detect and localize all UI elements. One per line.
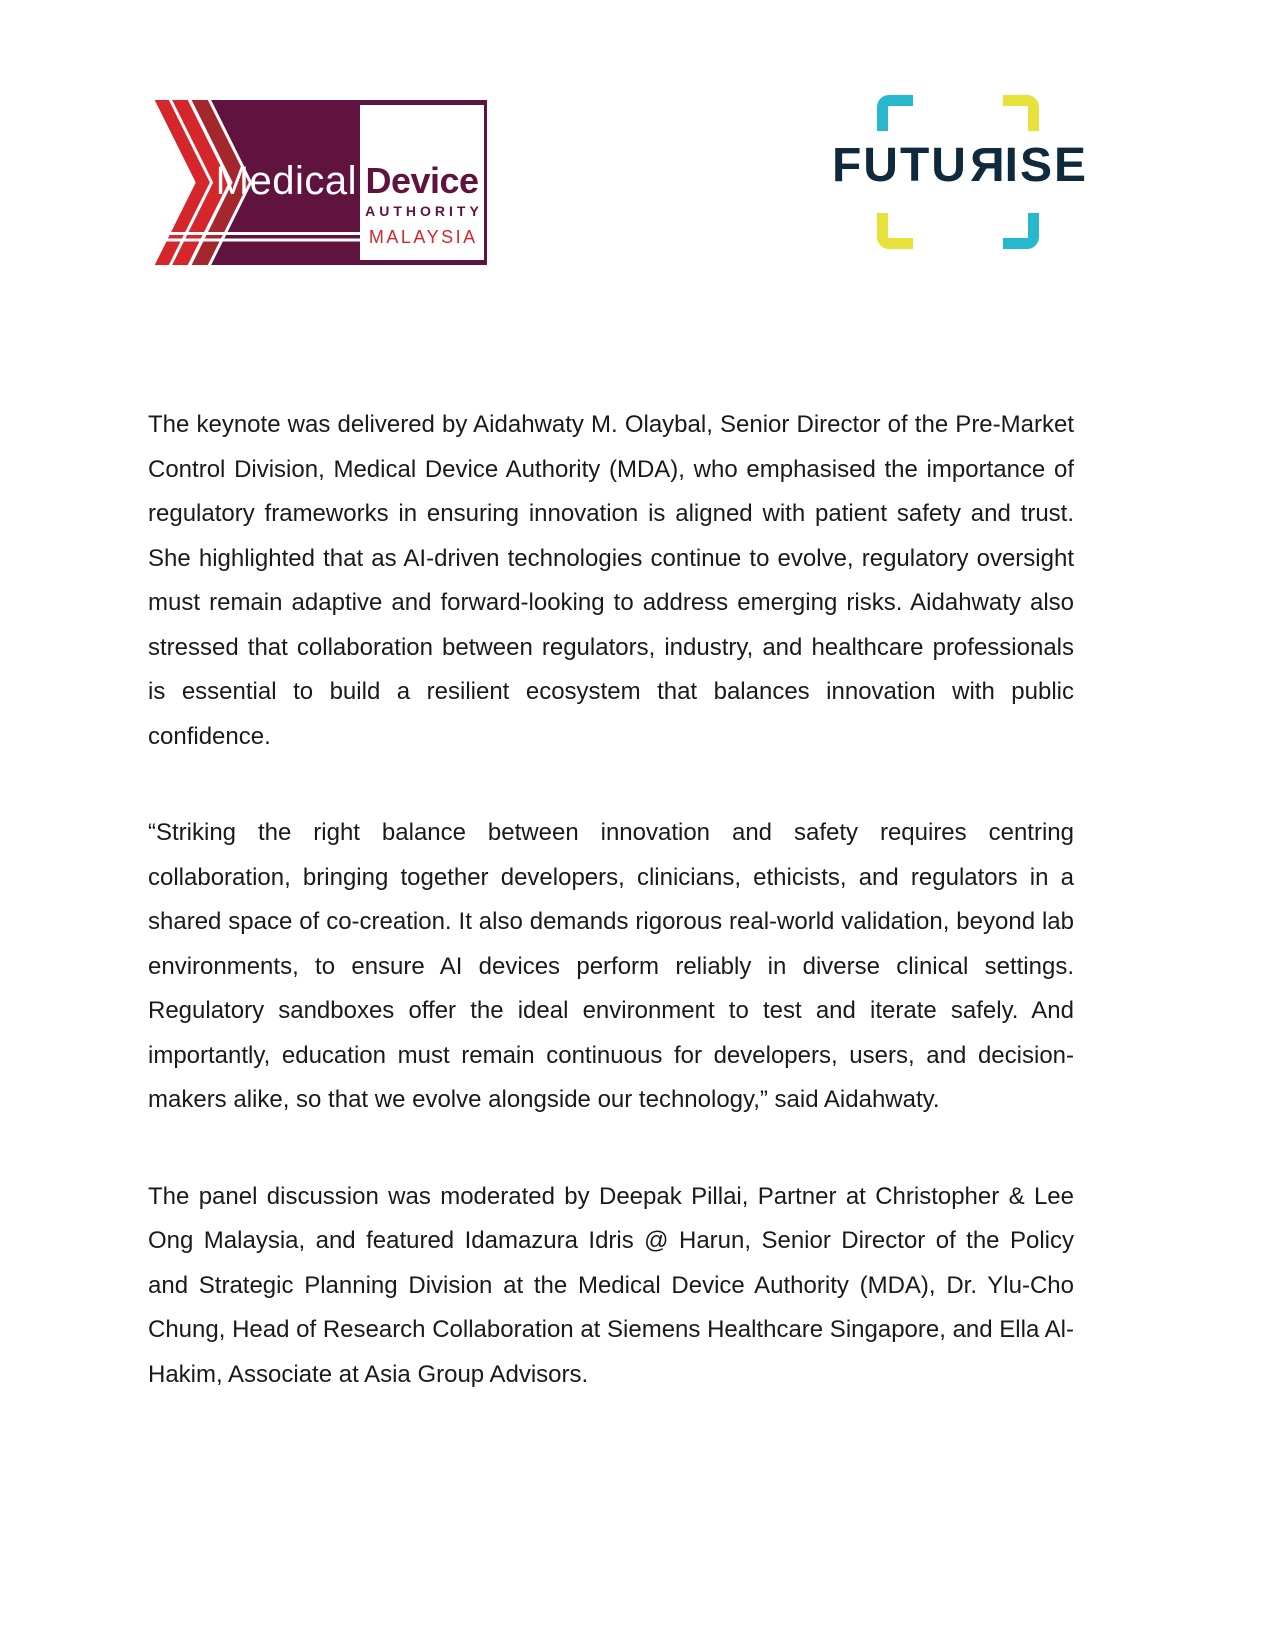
corner-bracket-bottom-right-icon xyxy=(1003,213,1039,249)
corner-bracket-top-right-icon xyxy=(1003,95,1039,131)
futurise-wordmark xyxy=(815,141,1105,191)
mda-logo-word-medical: Medical xyxy=(215,159,357,203)
mda-logo-word-device: Device xyxy=(365,160,479,201)
futurise-wordmark-part3: ISE xyxy=(1004,139,1088,192)
paragraph-quote: “Striking the right balance between innovation and safety requires centring collaboration, bringing together developers, clinicians, ethicists, and regulators in a shared space of co-creation. It also demands rigorous real-world validation, beyond lab environments, to ensure AI devices perform reliably in diverse clinical settings. Regulatory sandboxes offer the ideal environment to test and iterate safely. And importantly, education must remain continuous for developers, users, and decision-makers alike, so that we evolve alongside our technology,” said Aidahwaty. xyxy=(148,819,1074,1113)
article-body xyxy=(148,403,1074,1449)
mda-logo xyxy=(150,100,487,265)
corner-bracket-bottom-left-icon xyxy=(877,213,913,249)
corner-bracket-top-left-icon xyxy=(877,95,913,131)
futurise-mirrored-r: R xyxy=(967,139,1005,192)
mda-logo-word-authority: AUTHORITY xyxy=(365,203,483,219)
mda-logo-word-malaysia: MALAYSIA xyxy=(368,227,478,247)
paragraph-keynote: The keynote was delivered by Aidahwaty M. Olaybal, Senior Director of the Pre-Market Control Division, Medical Device Authority (MDA), who emphasised the importance of regulatory frameworks in ensuring innovation is aligned with patient safety and trust. She highlighted that as AI-driven technologies continue to evolve, regulatory oversight must remain adaptive and forward-looking to address emerging risks. Aidahwaty also stressed that collaboration between regulators, industry, and healthcare professionals is essential to build a resilient ecosystem that balances innovation with public confidence. xyxy=(148,411,1074,750)
futurise-logo xyxy=(815,93,1105,253)
futurise-wordmark-part1: FUTU xyxy=(831,139,968,192)
paragraph-panel: The panel discussion was moderated by Deepak Pillai, Partner at Christopher & Lee Ong Malaysia, and featured Idamazura Idris @ Harun, Senior Director of the Policy and Strategic Planning Division at the Medical Device Authority (MDA), Dr. Ylu-Cho Chung, Head of Research Collaboration at Siemens Healthcare Singapore, and Ella Al-Hakim, Associate at Asia Group Advisors. xyxy=(148,1182,1074,1388)
